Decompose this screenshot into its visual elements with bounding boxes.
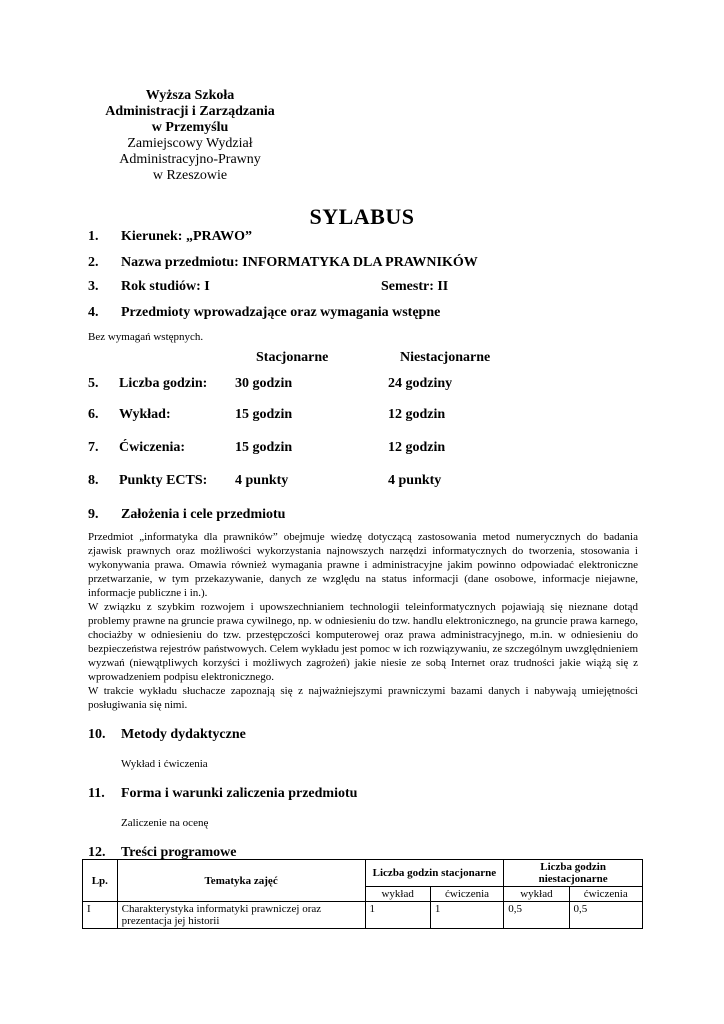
row-niestac: 4 punkty	[388, 473, 442, 488]
cell-lp: I	[83, 902, 118, 929]
row-niestac: 12 godzin	[388, 407, 446, 422]
row-stac: 30 godzin	[235, 376, 293, 391]
section-11	[0, 786, 724, 804]
paragraph: W związku z szybkim rozwojem i upowszechnianiem technologii teleinformatycznych pojawiają się nieznane dotąd problemy prawne na gruncie prawa cywilnego, np. w odniesieniu do tzw. handlu elektronicznego, na gruncie prawa karnego, chociażby w odniesieniu do tzw. przestępczości komputerowej oraz prawa administracyjnego, m.in. w odniesieniu do bezpieczeństwa rejestrów państwowych. Celem wykładu jest pomoc w ich rozwiązywaniu, ze szczególnym uwzględnieniem wyzwań (niewątpliwych korzyści i możliwych zagrożeń) jakie niesie ze sobą Internet oraz trudności jakie wiążą się z wprowadzeniem podpisu elektronicznego.	[88, 601, 639, 683]
row-niestac: 24 godziny	[388, 376, 453, 391]
row-number: 6.	[88, 407, 99, 422]
hours-row	[0, 440, 724, 458]
paragraph: Przedmiot „informatyka dla prawników” obejmuje wiedzę dotyczącą zastosowania metod numerycznych do badania zjawisk prawnych oraz możliwości wykorzystania najnowszych narzędzi informatycznych do tworzenia, stosowania i wykonywania prawa. Omawia również wymagania prawne i administracyjne jakim powinno odpowiadać elektroniczne przetwarzanie, w tym przekazywanie, danych ze względu na status informacji (dane osobowe, informacje niejawne, informacje publiczne i in.).	[88, 531, 638, 599]
program-table	[82, 859, 643, 929]
section-number: 10.	[88, 727, 106, 742]
institution-line: Zamiejscowy Wydział	[127, 136, 253, 151]
section-10-body: Wykład i ćwiczenia	[121, 758, 208, 770]
institution-header	[90, 88, 290, 184]
table-row	[83, 902, 643, 929]
cell-topic: Charakterystyka informatyki prawniczej oraz prezentacja jej historii	[117, 902, 365, 929]
header-hours-stacjonarne: Liczba godzin stacjonarne	[365, 860, 504, 887]
section-10	[0, 727, 724, 745]
row-label: Liczba godzin:	[119, 376, 208, 391]
cell-stac-cwiczenia: 1	[430, 902, 503, 929]
section-number: 11.	[88, 786, 105, 801]
institution-line: Administracyjno-Prawny	[119, 152, 261, 167]
section-heading: Nazwa przedmiotu: INFORMATYKA DLA PRAWNIKÓW	[121, 255, 478, 270]
institution-line: Wyższa Szkoła	[145, 88, 235, 103]
row-label: Punkty ECTS:	[119, 473, 208, 488]
row-stac: 4 punkty	[235, 473, 289, 488]
section-4-body: Bez wymagań wstępnych.	[88, 331, 204, 343]
section-4	[0, 305, 724, 323]
section-11-body: Zaliczenie na ocenę	[121, 817, 209, 829]
column-stacjonarne: Stacjonarne	[256, 350, 329, 365]
section-heading: Przedmioty wprowadzające oraz wymagania wstępne	[121, 305, 441, 320]
row-number: 7.	[88, 440, 99, 455]
section-9-body	[88, 530, 638, 712]
section-heading: Rok studiów: I	[121, 279, 210, 294]
hours-row	[0, 473, 724, 491]
hours-row	[0, 376, 724, 394]
section-heading: Kierunek: „PRAWO”	[121, 229, 253, 244]
section-number: 9.	[88, 507, 99, 522]
section-number: 4.	[88, 305, 99, 320]
section-9	[0, 507, 724, 525]
section-2	[0, 255, 724, 273]
row-number: 5.	[88, 376, 99, 391]
section-number: 12.	[88, 845, 106, 860]
header-cwiczenia: ćwiczenia	[569, 887, 642, 902]
section-heading: Założenia i cele przedmiotu	[121, 507, 286, 522]
section-number: 3.	[88, 279, 99, 294]
header-topic: Tematyka zajęć	[117, 860, 365, 902]
header-lp: Lp.	[83, 860, 118, 902]
cell-niestac-cwiczenia: 0,5	[569, 902, 642, 929]
row-niestac: 12 godzin	[388, 440, 446, 455]
header-wyklad: wykład	[504, 887, 569, 902]
institution-line: Administracji i Zarządzania	[105, 104, 275, 119]
section-number: 2.	[88, 255, 99, 270]
section-heading: Forma i warunki zaliczenia przedmiotu	[121, 786, 358, 801]
section-heading: Treści programowe	[121, 845, 237, 860]
hours-row	[0, 407, 724, 425]
paragraph: W trakcie wykładu słuchacze zapoznają się z najważniejszymi prawniczymi bazami danych i nabywają umiejętności posługiwania się nimi.	[88, 685, 638, 711]
cell-stac-wyklad: 1	[365, 902, 430, 929]
institution-line: w Przemyślu	[151, 120, 229, 135]
section-1	[0, 229, 724, 247]
cell-niestac-wyklad: 0,5	[504, 902, 569, 929]
header-hours-niestacjonarne: Liczba godzin niestacjonarne	[504, 860, 643, 887]
row-label: Ćwiczenia:	[119, 440, 186, 455]
document-title: SYLABUS	[309, 204, 415, 229]
section-heading: Metody dydaktyczne	[121, 727, 246, 742]
row-stac: 15 godzin	[235, 440, 293, 455]
row-stac: 15 godzin	[235, 407, 293, 422]
institution-line: w Rzeszowie	[152, 168, 228, 183]
row-number: 8.	[88, 473, 99, 488]
header-cwiczenia: ćwiczenia	[430, 887, 503, 902]
hours-header	[0, 350, 724, 368]
section-3	[0, 279, 724, 297]
column-niestacjonarne: Niestacjonarne	[400, 350, 491, 365]
header-wyklad: wykład	[365, 887, 430, 902]
row-label: Wykład:	[119, 407, 171, 422]
semester-label: Semestr: II	[381, 279, 449, 294]
section-number: 1.	[88, 229, 99, 244]
